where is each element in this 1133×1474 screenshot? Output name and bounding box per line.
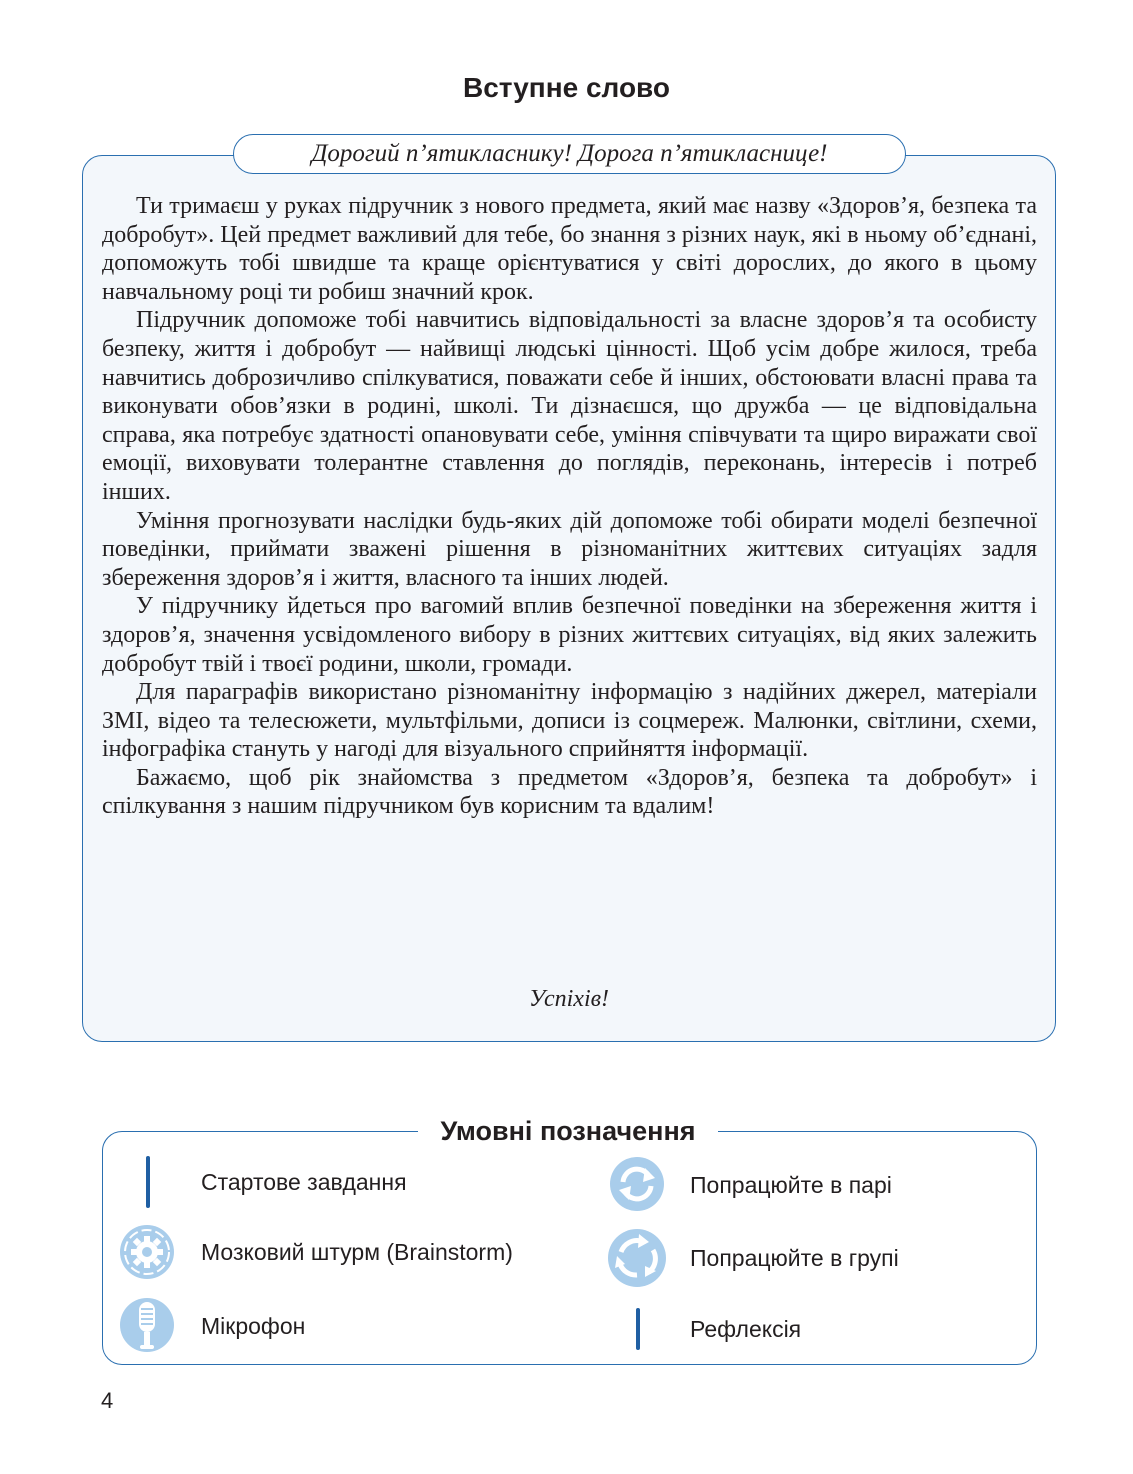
intro-paragraph: Для параграфів використано різноманітну інформацію з надійних джерел, матеріали ЗМІ, відео та телесюжети, мультфільми, дописи із соцмереж. Малюнки, світлини, схеми, інфографіка стануть у нагоді для візуального сприйняття інформації.	[102, 679, 1037, 763]
legend-label-pair-work: Попрацюйте в парі	[690, 1172, 892, 1198]
intro-paragraph: Підручник допоможе тобі навчитись відповідальності за власне здоров’я та особисту безпеку, життя і добробут — найвищі людські цінності. Щоб усім добре жилося, треба навчитись доброзичливо спілкуватися, поважати себе й інших, обстоювати власні права та виконувати обов’язки в родині, школі. Ти дізнаєшся, що дружба — це відповідальна справа, яка потребує здатності опановувати себе, уміння співчувати та щиро виражати свої емоції, виховувати толерантне ставлення до поглядів, переконань, інтересів і потреб інших.	[102, 307, 1037, 505]
intro-paragraph: Ти тримаєш у руках підручник з нового предмета, який має назву «Здоров’я, безпека та добробут». Цей предмет важливий для тебе, бо знання з різних наук, які в ньому об’єднані, допоможуть тобі швидше та краще орієнтуватися у світі дорослих, до якого в цьому навчальному році ти робиш значний крок.	[102, 193, 1037, 305]
vertical-bar-icon	[146, 1156, 150, 1208]
legend-label-group-work: Попрацюйте в групі	[690, 1245, 899, 1271]
legend-label-brainstorm: Мозковий штурм (Brainstorm)	[201, 1239, 513, 1265]
intro-paragraph: Бажаємо, щоб рік знайомства з предметом «Здоров’я, безпека та добробут» і спілкування з нашим підручником був корисним та вдалим!	[102, 764, 1037, 820]
pair-arrows-icon	[609, 1156, 665, 1212]
intro-text	[102, 192, 1037, 821]
vertical-bar-icon	[636, 1308, 640, 1350]
intro-paragraph: У підручнику йдеться про вагомий вплив безпечної поведінки на збереження життя і здоров’я, значення усвідомленого вибору в різних життєвих ситуаціях, від яких залежить добробут твій і твоєї родини, школи, громади.	[102, 593, 1037, 677]
gear-icon	[119, 1224, 175, 1280]
greeting-banner: Дорогий п’ятикласнику! Дорога п’ятикласнице!	[233, 134, 906, 174]
intro-paragraph: Уміння прогнозувати наслідки будь-яких дій допоможе тобі обирати моделі безпечної поведінки, приймати зважені рішення в різноманітних життєвих ситуаціях задля збереження здоров’я і життя, власного та інших людей.	[102, 507, 1037, 591]
microphone-icon	[119, 1297, 175, 1353]
page-title: Вступне слово	[463, 72, 670, 103]
group-arrows-icon	[607, 1228, 667, 1288]
legend-label-microphone: Мікрофон	[201, 1313, 306, 1339]
page-number: 4	[101, 1388, 114, 1413]
legend-label-start-task: Стартове завдання	[201, 1169, 407, 1195]
legend-title: Умовні позначення	[418, 1111, 718, 1151]
closing-wish: Успіхів!	[528, 986, 610, 1012]
legend-label-reflection: Рефлексія	[690, 1316, 802, 1342]
